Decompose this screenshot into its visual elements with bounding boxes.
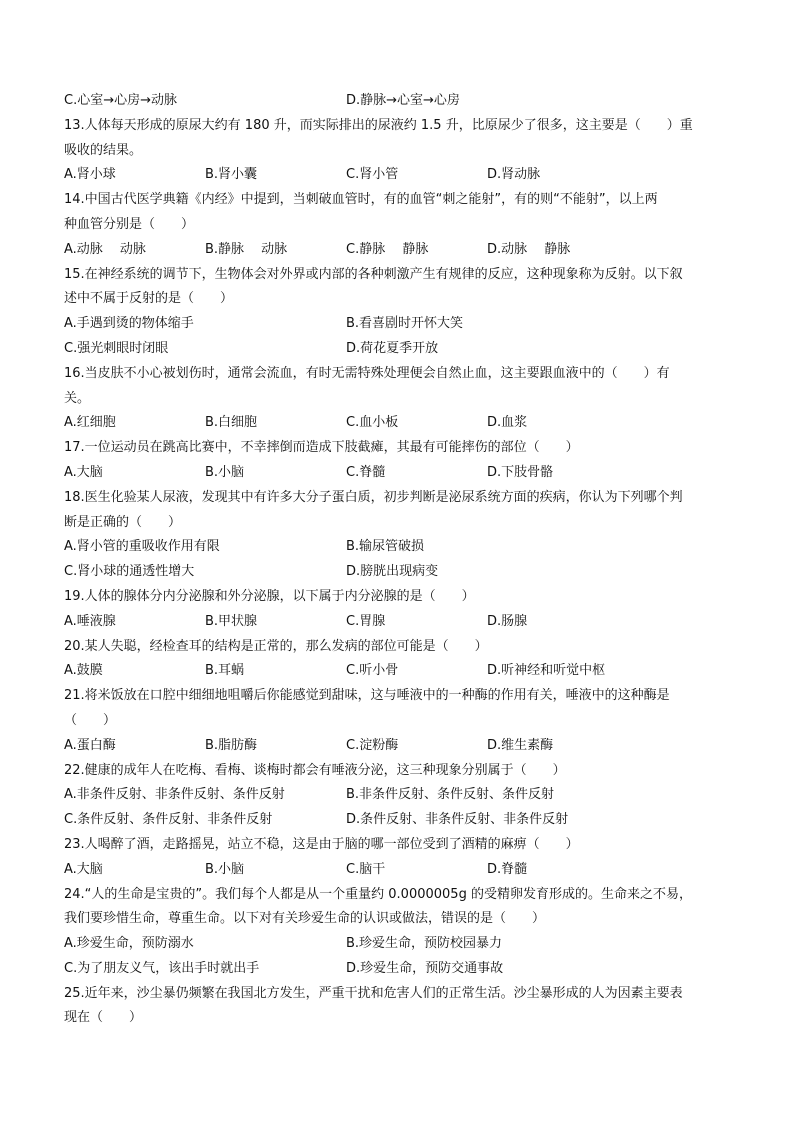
option-row bbox=[64, 461, 726, 486]
answer-option: D.膀胱出现病变 bbox=[346, 564, 439, 580]
answer-option: B.看喜剧时开怀大笑 bbox=[346, 316, 464, 332]
option-row bbox=[64, 734, 726, 759]
answer-option: C.心室→心房→动脉 bbox=[64, 93, 177, 108]
question-text-line: 25.近年来，沙尘暴仍频繁在我国北方发生，严重干扰和危害人们的正常生活。沙尘暴形成的人为因素主要表 bbox=[64, 985, 683, 1001]
question-text-line: 16.当皮肤不小心被划伤时，通常会流血，有时无需特殊处理便会自然止血，这主要跟血液中的（ ）有 bbox=[64, 365, 670, 381]
answer-option: C.肾小管 bbox=[346, 167, 399, 183]
option-row bbox=[64, 659, 726, 684]
option-row bbox=[64, 610, 726, 635]
option-row bbox=[64, 932, 726, 957]
question-text-line: 13.人体每天形成的原尿大约有 180 升，而实际排出的尿液约 1.5 升，比原尿少了很多，这主要是（ ）重 bbox=[64, 117, 693, 133]
question-text-line: 关。 bbox=[64, 390, 91, 406]
answer-option: C.血小板 bbox=[346, 415, 399, 431]
option-row bbox=[64, 957, 726, 982]
option-row bbox=[64, 858, 726, 883]
option-row bbox=[64, 560, 726, 585]
answer-option: D.动脉 静脉 bbox=[487, 241, 571, 257]
answer-option: D.脊髓 bbox=[487, 861, 528, 877]
answer-option: A.非条件反射、非条件反射、条件反射 bbox=[64, 787, 285, 803]
question-text-line: 15.在神经系统的调节下，生物体会对外界或内部的各种刺激产生有规律的反应，这种现象称为反射。以下叙 bbox=[64, 266, 683, 282]
answer-option: A.珍爱生命，预防溺水 bbox=[64, 936, 194, 952]
answer-option: D.肠腺 bbox=[487, 613, 528, 629]
answer-option: A.大脑 bbox=[64, 861, 103, 877]
answer-option: A.动脉 动脉 bbox=[64, 241, 146, 257]
question-text-line: 种血管分别是（ ） bbox=[64, 216, 195, 232]
answer-option: B.非条件反射、条件反射、条件反射 bbox=[346, 787, 555, 803]
question-text-line: 断是正确的（ ） bbox=[64, 514, 182, 530]
answer-option: A.蛋白酶 bbox=[64, 737, 116, 753]
answer-option: C.为了朋友义气，该出手时就出手 bbox=[64, 960, 260, 976]
question-text-line: 现在（ ） bbox=[64, 1010, 143, 1026]
option-row bbox=[64, 411, 726, 436]
answer-option: B.小脑 bbox=[205, 464, 245, 480]
exam-page bbox=[64, 89, 726, 1031]
question-text-line: 24.“人的生命是宝贵的”。我们每个人都是从一个重量约 0.0000005g 的受精卵发育形成的。生命来之不易， bbox=[64, 886, 692, 902]
answer-option: B.珍爱生命，预防校园暴力 bbox=[346, 936, 503, 952]
answer-option: B.小脑 bbox=[205, 861, 245, 877]
answer-option: B.甲状腺 bbox=[205, 613, 258, 629]
answer-option: C.听小骨 bbox=[346, 663, 399, 679]
answer-option: A.肾小管的重吸收作用有限 bbox=[64, 539, 220, 555]
question-text-line: 23.人喝醉了酒，走路摇晃，站立不稳，这是由于脑的哪一部位受到了酒精的麻痹（ ） bbox=[64, 836, 579, 852]
answer-option: C.胃腺 bbox=[346, 613, 386, 629]
answer-option: C.条件反射、条件反射、非条件反射 bbox=[64, 812, 273, 828]
answer-option: C.静脉 静脉 bbox=[346, 241, 429, 257]
option-row bbox=[64, 238, 726, 263]
question-text-line: 我们要珍惜生命，尊重生命。以下对有关珍爱生命的认识或做法，错误的是（ ） bbox=[64, 911, 546, 927]
question-text-line: 22.健康的成年人在吃梅、看梅、谈梅时都会有唾液分泌，这三种现象分别属于（ ） bbox=[64, 762, 566, 778]
answer-option: D.血浆 bbox=[487, 415, 528, 431]
answer-option: D.珍爱生命，预防交通事故 bbox=[346, 960, 504, 976]
option-row bbox=[64, 163, 726, 188]
answer-option: D.下肢骨骼 bbox=[487, 464, 554, 480]
answer-option: C.脊髓 bbox=[346, 464, 386, 480]
question-text-line: 18.医生化验某人尿液，发现其中有许多大分子蛋白质，初步判断是泌尿系统方面的疾病，你认为下列哪个判 bbox=[64, 489, 683, 505]
answer-option: D.听神经和听觉中枢 bbox=[487, 663, 606, 679]
answer-option: B.耳蜗 bbox=[205, 663, 245, 679]
answer-option: D.静脉→心室→心房 bbox=[346, 93, 460, 108]
question-text-line: 述中不属于反射的是（ ） bbox=[64, 291, 234, 307]
answer-option: B.脂肪酶 bbox=[205, 737, 258, 753]
answer-option: C.脑干 bbox=[346, 861, 386, 877]
option-row bbox=[64, 535, 726, 560]
question-text-line: 吸收的结果。 bbox=[64, 142, 143, 158]
answer-option: A.大脑 bbox=[64, 464, 103, 480]
option-row bbox=[64, 783, 726, 808]
answer-option: D.条件反射、非条件反射、非条件反射 bbox=[346, 812, 569, 828]
option-row bbox=[64, 312, 726, 337]
question-text-line: 19.人体的腺体分内分泌腺和外分泌腺，以下属于内分泌腺的是（ ） bbox=[64, 588, 475, 604]
answer-option: B.白细胞 bbox=[205, 415, 258, 431]
answer-option: A.手遇到烫的物体缩手 bbox=[64, 316, 194, 332]
answer-option: A.肾小球 bbox=[64, 167, 116, 183]
answer-option: C.肾小球的通透性增大 bbox=[64, 564, 195, 580]
answer-option: B.静脉 动脉 bbox=[205, 241, 288, 257]
answer-option: C.强光刺眼时闭眼 bbox=[64, 340, 169, 356]
question-text-line: 21.将米饭放在口腔中细细地咀嚼后你能感觉到甜味，这与唾液中的一种酶的作用有关，唾液中的这种酶是 bbox=[64, 688, 670, 704]
answer-option: D.维生素酶 bbox=[487, 737, 554, 753]
answer-option: D.荷花夏季开放 bbox=[346, 340, 439, 356]
answer-option: C.淀粉酶 bbox=[346, 737, 399, 753]
answer-option: A.唾液腺 bbox=[64, 613, 116, 629]
answer-option: B.输尿管破损 bbox=[346, 539, 425, 555]
option-row bbox=[64, 89, 726, 114]
question-text-line: 14.中国古代医学典籍《内经》中提到，当刺破血管时，有的血管“刺之能射”，有的则“不能射”，以上两 bbox=[64, 192, 658, 208]
answer-option: D.肾动脉 bbox=[487, 167, 541, 183]
answer-option: A.红细胞 bbox=[64, 415, 116, 431]
question-text-line: 20.某人失聪，经检查耳的结构是正常的，那么发病的部位可能是（ ） bbox=[64, 638, 488, 654]
answer-option: B.肾小囊 bbox=[205, 167, 258, 183]
question-text-line: （ ） bbox=[64, 712, 117, 728]
answer-option: A.鼓膜 bbox=[64, 663, 103, 679]
question-text-line: 17.一位运动员在跳高比赛中，不幸摔倒而造成下肢截瘫，其最有可能摔伤的部位（ ） bbox=[64, 440, 579, 456]
option-row bbox=[64, 808, 726, 833]
option-row bbox=[64, 337, 726, 362]
